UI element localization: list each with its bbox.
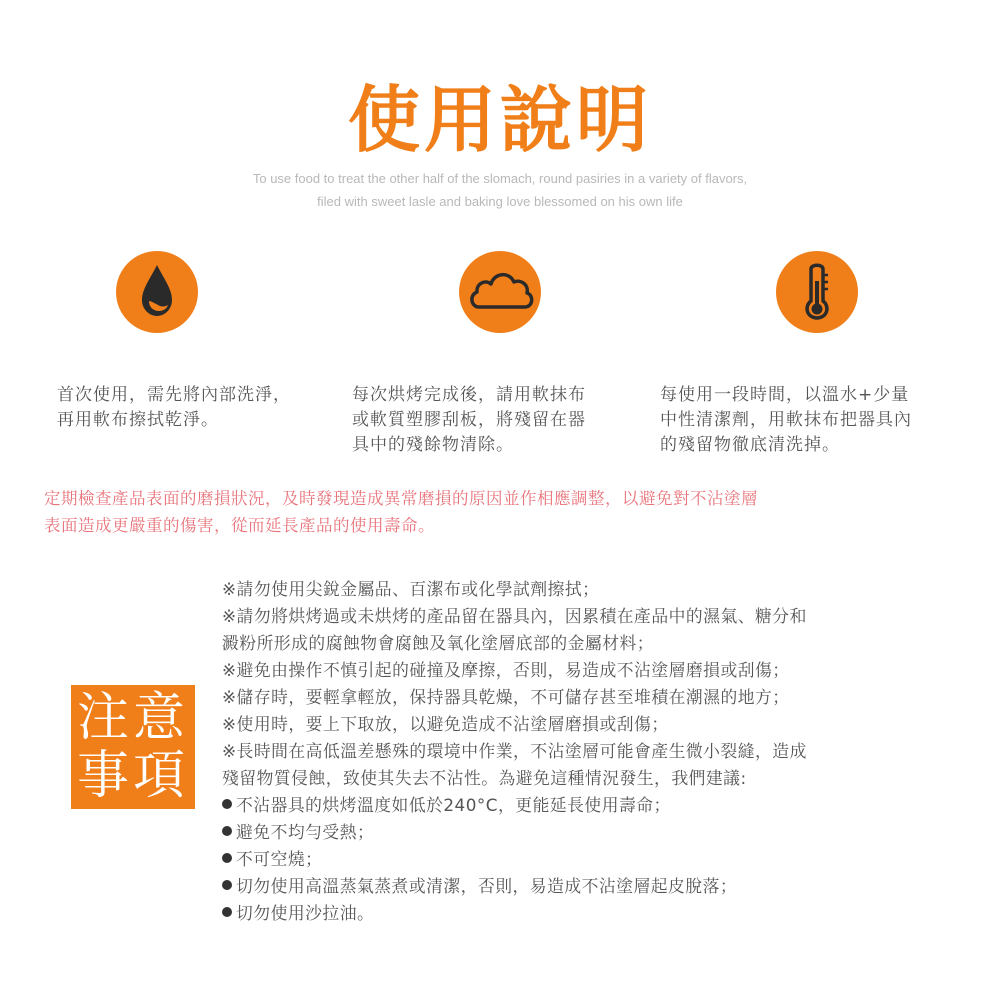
notice-line: ※避免由操作不慎引起的碰撞及摩擦，否則，易造成不沾塗層磨損或刮傷； bbox=[222, 660, 790, 680]
bullet-text: 避免不均勻受熱； bbox=[236, 822, 375, 842]
subtitle-line-1: To use food to treat the other half of the slomach, round pasiries in a variety of flavors, bbox=[252, 171, 748, 186]
bullet-dot-icon bbox=[222, 826, 232, 836]
feature-line: 或軟質塑膠刮板，將殘留在器 bbox=[352, 410, 586, 430]
warning-line: 定期檢查產品表面的磨損狀況，及時發現造成異常磨損的原因並作相應調整，以避免對不沾塗層 bbox=[44, 489, 758, 508]
bullet-text: 切勿使用沙拉油。 bbox=[236, 903, 375, 923]
feature-line: 首次使用，需先將內部洗淨， bbox=[57, 385, 291, 405]
notice-line: ※使用時，要上下取放，以避免造成不沾塗層磨損或刮傷； bbox=[222, 714, 669, 734]
feature-first-use bbox=[57, 383, 337, 433]
water-drop-icon bbox=[116, 251, 198, 333]
notice-label-line-2: 事項 bbox=[76, 746, 189, 806]
notice-label-line-1: 注意 bbox=[76, 688, 189, 748]
feature-line: 具中的殘餘物清除。 bbox=[352, 435, 514, 455]
bullet-text: 不可空燒； bbox=[236, 849, 323, 869]
thermometer-icon bbox=[776, 251, 858, 333]
feature-line: 每使用一段時間，以溫水+少量 bbox=[660, 385, 910, 405]
bullet-item bbox=[222, 792, 982, 819]
warning-line: 表面造成更嚴重的傷害，從而延長產品的使用壽命。 bbox=[44, 516, 435, 535]
notice-line: 殘留物質侵蝕，致使其失去不沾性。為避免這種情況發生，我們建議: bbox=[222, 768, 747, 788]
bullet-dot-icon bbox=[222, 880, 232, 890]
notice-list bbox=[222, 576, 982, 927]
notice-line: ※長時間在高低溫差懸殊的環境中作業，不沾塗層可能會產生微小裂縫，造成 bbox=[222, 741, 807, 761]
cloud-icon bbox=[459, 251, 541, 333]
bullet-item bbox=[222, 873, 982, 900]
bullet-item bbox=[222, 819, 982, 846]
notice-line: ※儲存時，要輕拿輕放，保持器具乾燥，不可儲存甚至堆積在潮濕的地方； bbox=[222, 687, 790, 707]
bullet-dot-icon bbox=[222, 799, 232, 809]
bullet-text: 不沾器具的烘烤溫度如低於240°C，更能延長使用壽命； bbox=[236, 795, 671, 815]
feature-line: 再用軟布擦拭乾淨。 bbox=[57, 410, 219, 430]
bullet-dot-icon bbox=[222, 907, 232, 917]
notice-line: ※請勿使用尖銳金屬品、百潔布或化學試劑擦拭； bbox=[222, 579, 600, 599]
subtitle-line-2: filed with sweet lasle and baking love blessomed on his own life bbox=[317, 194, 683, 209]
page-title: 使用說明 bbox=[347, 78, 652, 162]
bullet-text: 切勿使用高溫蒸氣蒸煮或清潔，否則，易造成不沾塗層起皮脫落； bbox=[236, 876, 738, 896]
bullet-item bbox=[222, 846, 982, 873]
bullet-item bbox=[222, 900, 982, 927]
feature-periodic-cleaning bbox=[660, 383, 960, 458]
notice-label-box bbox=[71, 685, 195, 809]
warning-paragraph bbox=[44, 485, 974, 539]
feature-after-baking bbox=[352, 383, 642, 458]
bullet-dot-icon bbox=[222, 853, 232, 863]
feature-line: 中性清潔劑，用軟抹布把器具內 bbox=[660, 410, 912, 430]
notice-line: ※請勿將烘烤過或未烘烤的產品留在器具內，因累積在產品中的濕氣、糖分和 bbox=[222, 606, 807, 626]
feature-line: 的殘留物徹底清洗掉。 bbox=[660, 435, 840, 455]
feature-line: 每次烘烤完成後，請用軟抹布 bbox=[352, 385, 586, 405]
notice-line: 澱粉所形成的腐蝕物會腐蝕及氧化塗層底部的金屬材料； bbox=[222, 633, 655, 653]
